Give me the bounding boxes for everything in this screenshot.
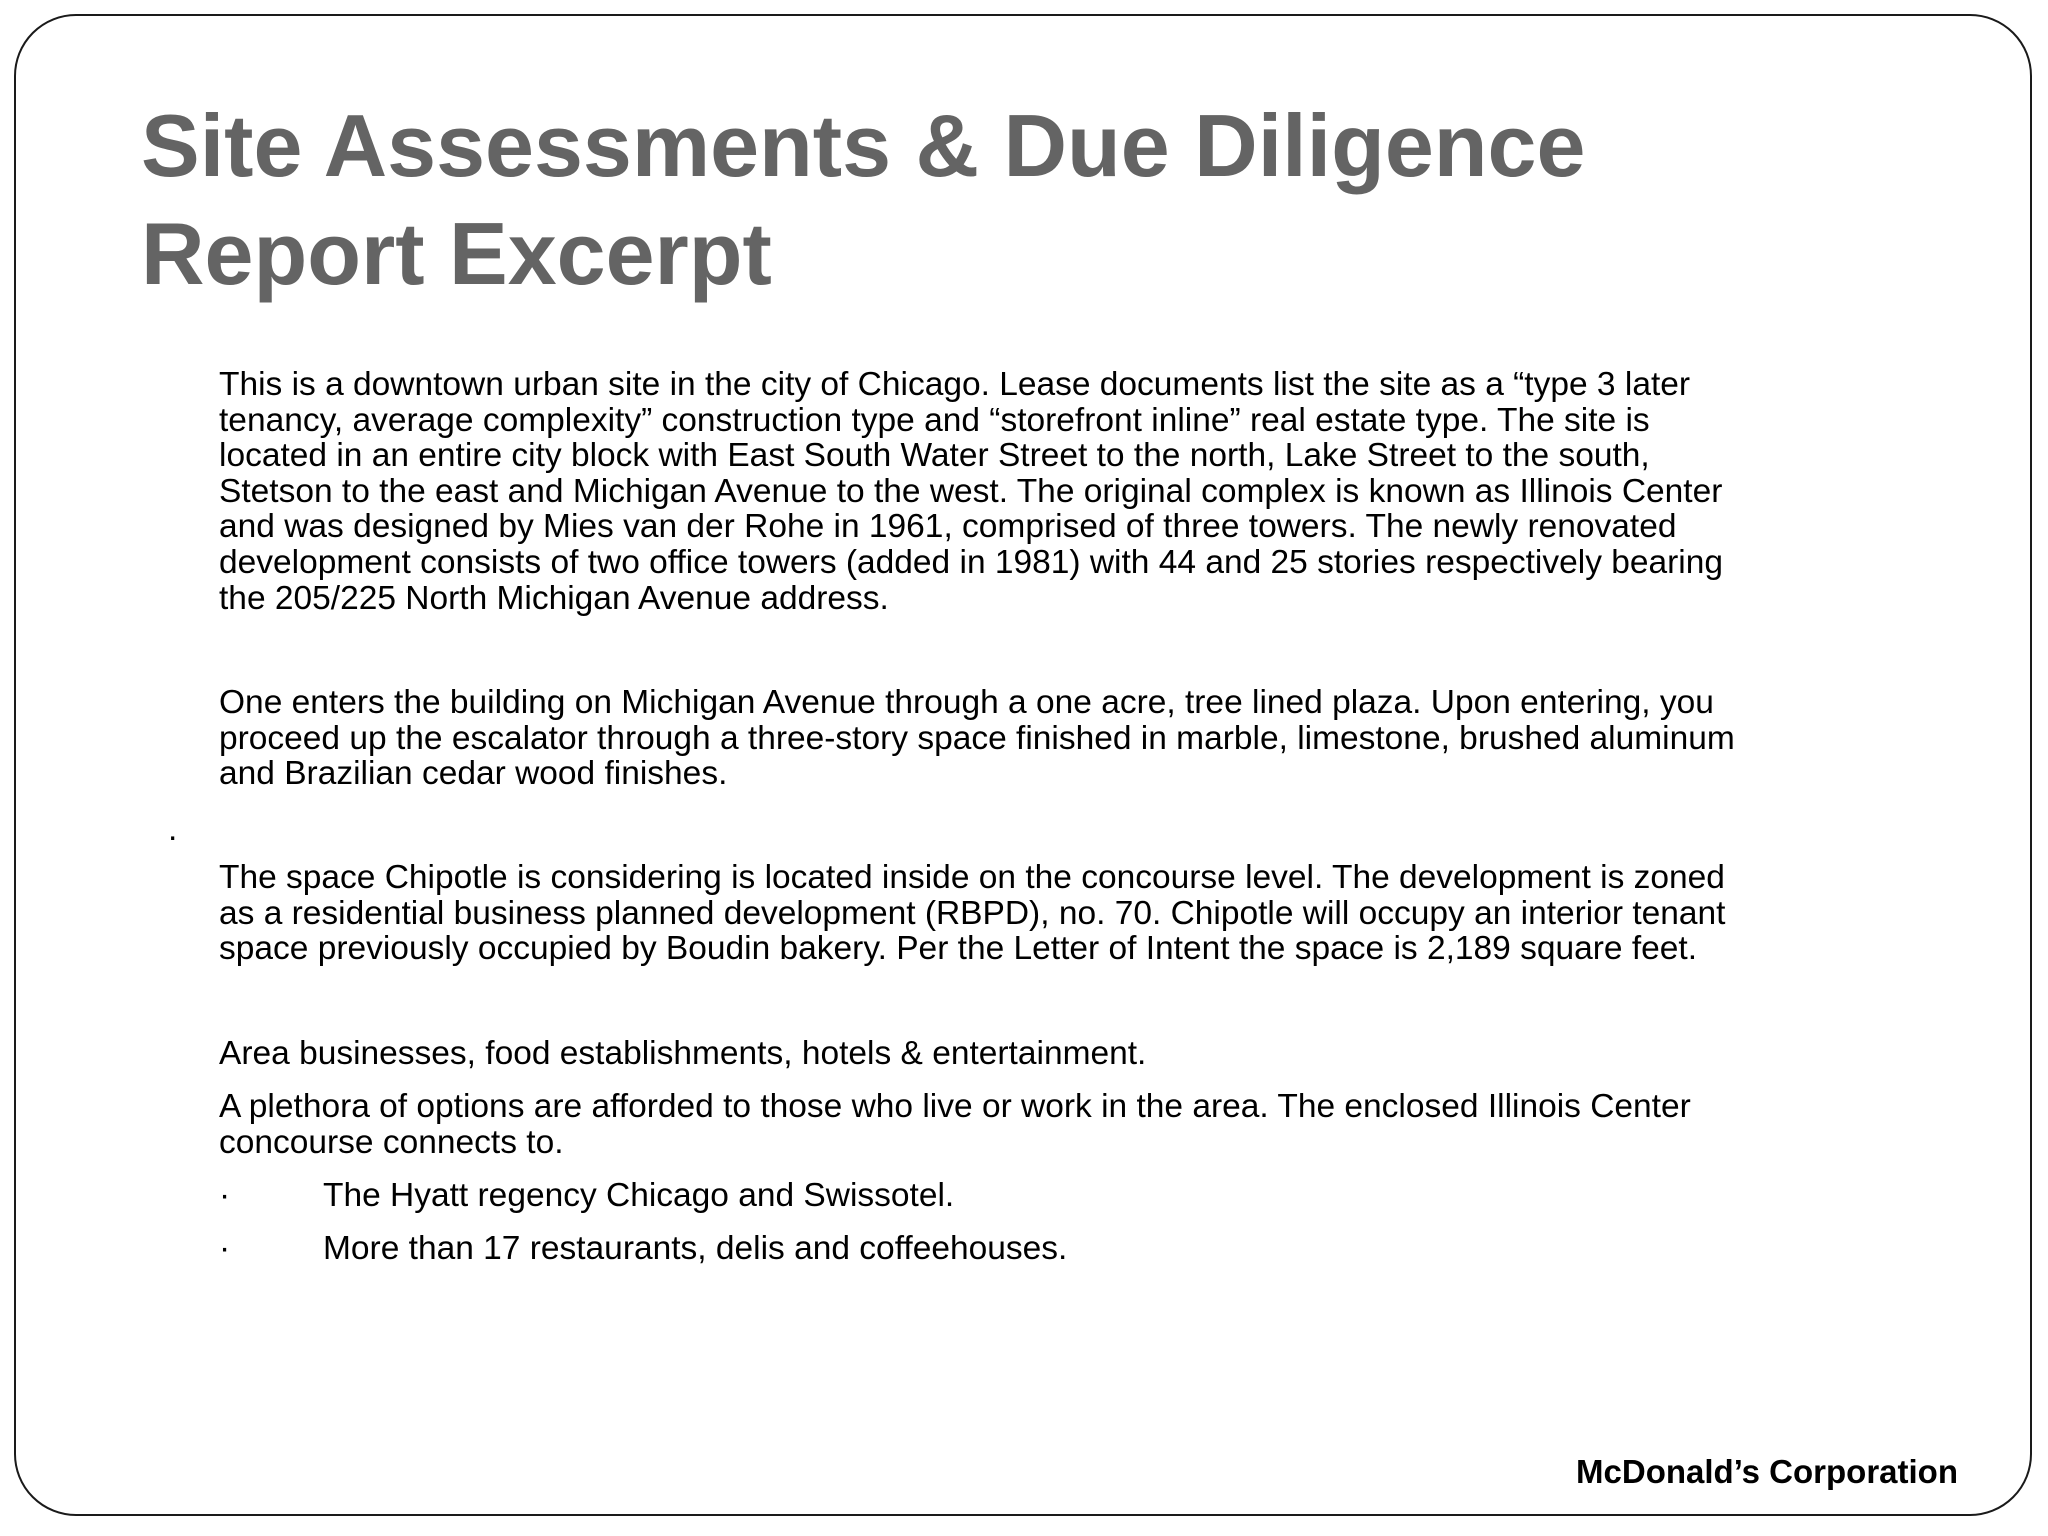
bullet-marker: · bbox=[219, 1230, 231, 1267]
stray-period: . bbox=[168, 811, 178, 848]
paragraph-chipotle-space bbox=[219, 860, 1919, 967]
bullet-item-hyatt: The Hyatt regency Chicago and Swissotel. bbox=[323, 1177, 955, 1214]
text-line: proceed up the escalator through a three-story space finished in marble, limestone, brushed aluminum bbox=[219, 719, 1735, 757]
paragraph-site-description bbox=[219, 367, 1919, 616]
text-line: space previously occupied by Boudin bakery. Per the Letter of Intent the space is 2,189 square feet. bbox=[219, 930, 1698, 968]
text-line: A plethora of options are afforded to those who live or work in the area. The enclosed Illinois Center bbox=[219, 1088, 1691, 1125]
text-line: The space Chipotle is considering is located inside on the concourse level. The development is zoned bbox=[219, 859, 1725, 896]
text-line: the 205/225 North Michigan Avenue address. bbox=[219, 579, 889, 617]
title-line-2: Report Excerpt bbox=[141, 204, 772, 303]
text-line: This is a downtown urban site in the city of Chicago. Lease documents list the site as a “type 3 later bbox=[219, 366, 1691, 403]
text-line: Area businesses, food establishments, hotels & entertainment. bbox=[219, 1035, 1147, 1072]
text-line: Stetson to the east and Michigan Avenue to the west. The original complex is known as Illinois Center bbox=[219, 472, 1723, 510]
slide-title bbox=[141, 92, 1901, 308]
footer-company-name: McDonald’s Corporation bbox=[1576, 1453, 1958, 1490]
text-line: and Brazilian cedar wood finishes. bbox=[219, 755, 728, 793]
paragraph-area-options bbox=[219, 1089, 1919, 1160]
text-line: located in an entire city block with East South Water Street to the north, Lake Street to the south, bbox=[219, 437, 1650, 475]
text-line: tenancy, average complexity” construction type and “storefront inline” real estate type. The site is bbox=[219, 401, 1650, 439]
text-line: One enters the building on Michigan Avenue through a one acre, tree lined plaza. Upon entering, you bbox=[219, 684, 1714, 721]
paragraph-building-entry bbox=[219, 685, 1919, 792]
text-line: concourse connects to. bbox=[219, 1123, 564, 1161]
bullet-item-restaurants: More than 17 restaurants, delis and coffeehouses. bbox=[323, 1230, 1068, 1267]
text-line: and was designed by Mies van der Rohe in 1961, comprised of three towers. The newly renovated bbox=[219, 508, 1677, 546]
text-line: development consists of two office towers (added in 1981) with 44 and 25 stories respectively bearing bbox=[219, 543, 1723, 581]
text-line: as a residential business planned development (RBPD), no. 70. Chipotle will occupy an interior tenant bbox=[219, 894, 1726, 932]
bullet-marker: · bbox=[219, 1177, 231, 1214]
title-line-1: Site Assessments & Due Diligence bbox=[141, 96, 1586, 195]
paragraph-area-heading bbox=[219, 1036, 1919, 1072]
